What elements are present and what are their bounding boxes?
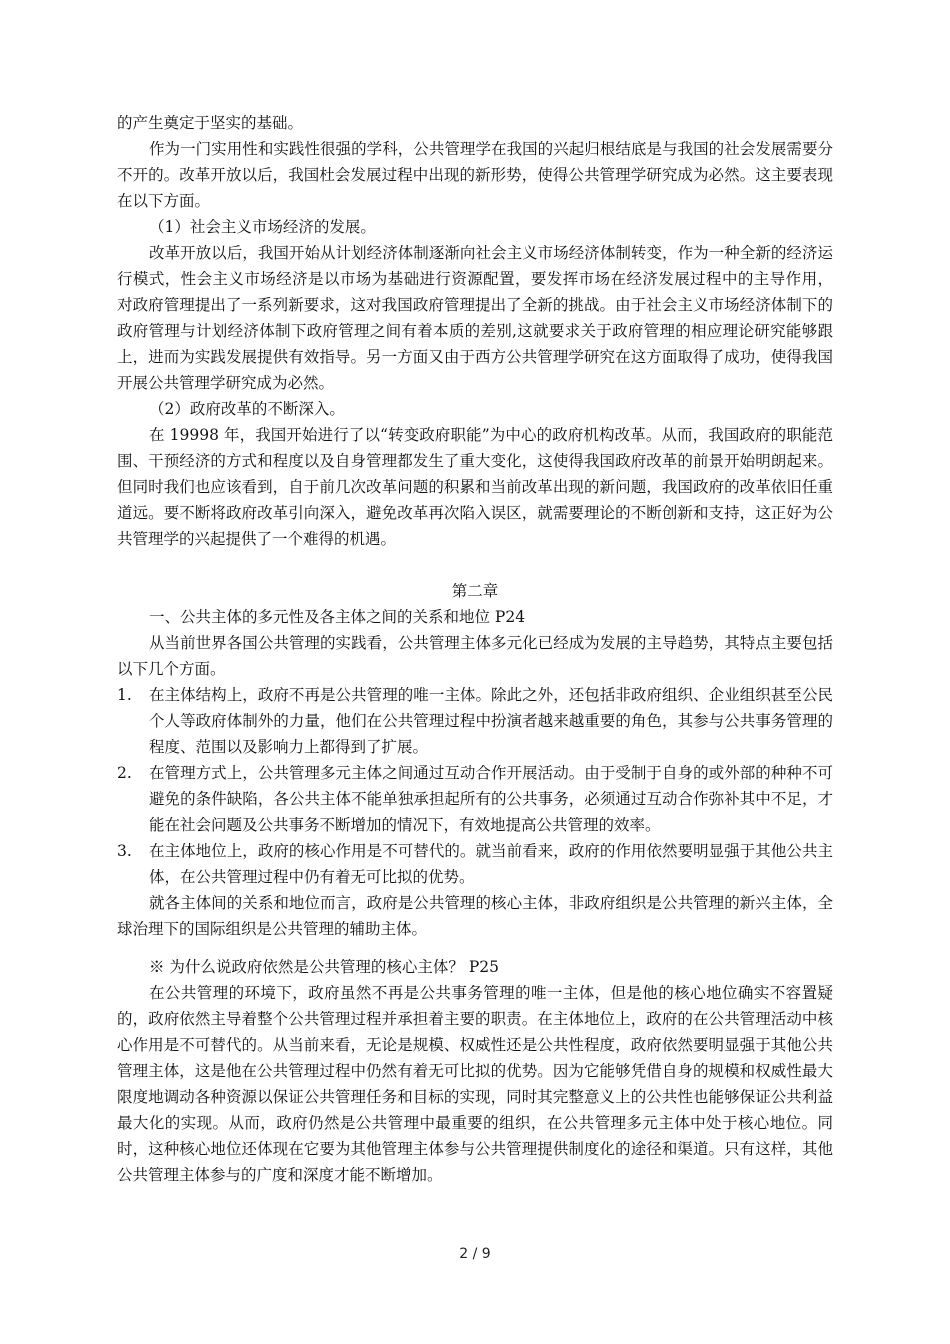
list-item [117, 682, 833, 760]
section-heading: 一、公共主体的多元性及各主体之间的关系和地位 P24 [149, 608, 526, 626]
list-text: 在主体结构上，政府不再是公共管理的唯一主体。除此之外，还包括非政府组织、企业组织甚至公民个人等政府体制外的力量，他们在公共管理过程中扮演者越来越重要的角色，其参与公共事务管理的程度、范围以及影响力上都得到了扩展。 [149, 686, 833, 756]
list-item [117, 760, 833, 838]
page-number: 2 / 9 [459, 1246, 491, 1262]
list-text: 在管理方式上，公共管理多元主体之间通过互动合作开展活动。由于受制于自身的或外部的种种不可避免的条件缺陷，各公共主体不能单独承担起所有的公共事务，必须通过互动合作弥补其中不足，才能在社会问题及公共事务不断增加的情况下，有效地提高公共管理的效率。 [149, 764, 833, 834]
paragraph-continuation: 的产生奠定于坚实的基础。 [117, 114, 304, 132]
paragraph-intro: 作为一门实用性和实践性很强的学科，公共管理学在我国的兴起归根结底是与我国的社会发展需要分不开的。改革开放以后，我国杜会发展过程中出现的新形势，使得公共管理学研究成为必然。这主要表现在以下方面。 [117, 140, 833, 210]
paragraph-answer: 在公共管理的环境下，政府虽然不再是公共事务管理的唯一主体，但是他的核心地位确实不容置疑的，政府依然主导着整个公共管理过程并承担着主要的职责。在主体地位上，政府的在公共管理活动中核心作用是不可替代的。从当前来看，无论是规模、权威性还是公共性程度，政府依然要明显强于其他公共管理主体，这是他在公共管理过程中仍然有着无可比拟的优势。因为它能够凭借自身的规模和权威性最大限度地调动各种资源以保证公共管理任务和目标的实现，同时其完整意义上的公共性也能够保证公共利益最大化的实现。从而，政府仍然是公共管理中最重要的组织，在公共管理多元主体中处于核心地位。同时，这种核心地位还体现在它要为其他管理主体参与公共管理提供制度化的途径和渠道。只有这样，其他公共管理主体参与的广度和深度才能不断增加。 [117, 984, 833, 1184]
spacer [117, 942, 833, 954]
subheading-market-economy: （1）社会主义市场经济的发展。 [149, 218, 376, 236]
list-number: 3. [117, 842, 132, 860]
spacer [117, 552, 833, 578]
chapter-heading: 第二章 [451, 582, 499, 600]
question-heading: ※ 为什么说政府依然是公共管理的核心主体？ P25 [149, 958, 500, 976]
paragraph-section-intro: 从当前世界各国公共管理的实践看，公共管理主体多元化已经成为发展的主导趋势，其特点主要包括以下几个方面。 [117, 634, 833, 678]
list-text: 在主体地位上，政府的核心作用是不可替代的。就当前看来，政府的作用依然要明显强于其他公共主体，在公共管理过程中仍有着无可比拟的优势。 [149, 842, 833, 886]
paragraph-relations: 就各主体间的关系和地位而言，政府是公共管理的核心主体，非政府组织是公共管理的新兴主体，全球治理下的国际组织是公共管理的辅助主体。 [117, 894, 833, 938]
paragraph-government-reform: 在 19998 年，我国开始进行了以“转变政府职能”为中心的政府机构改革。从而，我国政府的职能范围、干预经济的方式和程度以及自身管理都发生了重大变化，这使得我国政府改革的前景开始明朗起来。 但同时我们也应该看到，自于前几次改革问题的积累和当前改革出现的新问题，我国政府的改革依旧任重道远。要不断将政府改革引向深入，避免改革再次陷入误区，就需要理论的不断创新和支持，这正好为公共管理学的兴起提供了一个难得的机遇。 [117, 426, 833, 548]
document-body [117, 110, 833, 1188]
list-number: 1. [117, 686, 132, 704]
list-item [117, 838, 833, 890]
paragraph-market-economy: 改革开放以后，我国开始从计划经济体制逐渐向社会主义市场经济体制转变，作为一种全新的经济运行模式，性会主义市场经济是以市场为基础进行资源配置，要发挥市场在经济发展过程中的主导作用， 对政府管理提出了一系列新要求，这对我国政府管理提出了全新的挑战。由于社会主义市场经济体制下的政府管理与计划经济体制下政府管理之间有着本质的差别,这就要求关于政府管理的相应理论研究能够跟上，进而为实践发展提供有效指导。另一方面又由于西方公共管理学研究在这方面取得了成功，使得我国开展公共管理学研究成为必然。 [117, 244, 833, 392]
subheading-government-reform: （2）政府改革的不断深入。 [149, 400, 345, 418]
list-number: 2. [117, 764, 132, 782]
